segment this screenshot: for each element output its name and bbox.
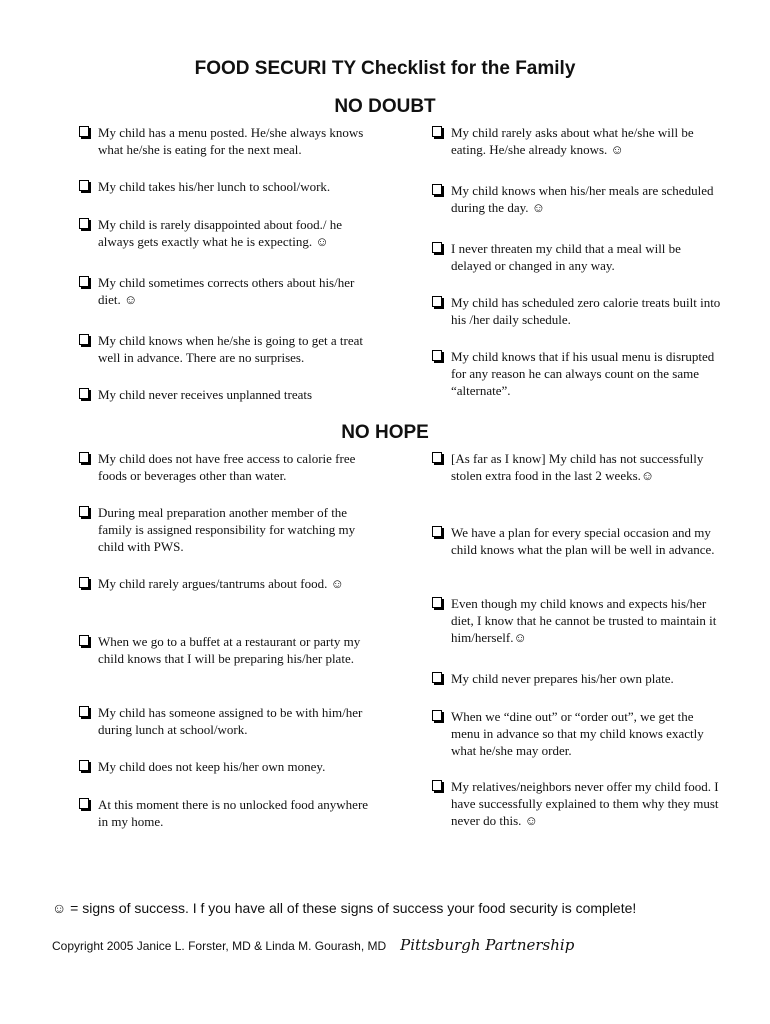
checkbox-icon[interactable] [79,334,89,345]
checkbox-icon[interactable] [79,506,89,517]
checkbox-icon[interactable] [79,760,89,771]
checkbox-icon[interactable] [79,180,89,191]
checkbox-icon[interactable] [79,577,89,588]
checkbox-icon[interactable] [432,597,442,608]
checklist-item[interactable]: During meal preparation another member of the family is assigned responsibility for watching my child with PWS. [79,504,379,555]
checklist-item[interactable]: My child never receives unplanned treats [79,386,379,403]
checkbox-icon[interactable] [432,184,442,195]
copyright-text: Copyright 2005 Janice L. Forster, MD & Linda M. Gourash, MD [52,939,387,953]
checklist-item[interactable]: My child does not keep his/her own money. [79,758,379,775]
checklist-item[interactable]: My child does not have free access to calorie free foods or beverages other than water. [79,450,379,484]
checkbox-icon[interactable] [79,218,89,229]
checklist-item[interactable]: My child knows that if his usual menu is disrupted for any reason he can always count on the same “alternate”. [432,348,724,399]
checklist-item[interactable]: At this moment there is no unlocked food anywhere in my home. [79,796,379,830]
checkbox-icon[interactable] [79,706,89,717]
checkbox-icon[interactable] [432,350,442,361]
checkbox-icon[interactable] [432,242,442,253]
checkbox-icon[interactable] [79,276,89,287]
checklist-item[interactable]: We have a plan for every special occasion and my child knows what the plan will be well in advance. [432,524,724,558]
checklist-item[interactable]: Even though my child knows and expects his/her diet, I know that he cannot be trusted to maintain it him/herself.☺ [432,595,724,646]
checkbox-icon[interactable] [79,126,89,137]
checkbox-icon[interactable] [79,452,89,463]
checklist-item[interactable]: When we “dine out” or “order out”, we get the menu in advance so that my child knows exactly what he/she may order. [432,708,724,759]
checklist-item[interactable]: My relatives/neighbors never offer my child food. I have successfully explained to them why they must never do this. ☺ [432,778,724,829]
page-title: FOOD SECURI TY Checklist for the Family [194,58,576,79]
section-heading-no-doubt: NO DOUBT [334,96,436,117]
checkbox-icon[interactable] [432,126,442,137]
checkbox-icon[interactable] [432,526,442,537]
checkbox-icon[interactable] [432,296,442,307]
checkbox-icon[interactable] [432,672,442,683]
checklist-item[interactable]: My child has scheduled zero calorie treats built into his /her daily schedule. [432,294,724,328]
success-legend-note: ☺ = signs of success. I f you have all of these signs of success your food security is complete! [52,900,637,916]
checkbox-icon[interactable] [79,635,89,646]
checklist-item[interactable]: I never threaten my child that a meal will be delayed or changed in any way. [432,240,724,274]
checklist-item[interactable]: My child sometimes corrects others about his/her diet. ☺ [79,274,379,308]
checklist-item[interactable]: My child has someone assigned to be with him/her during lunch at school/work. [79,704,379,738]
copyright-line [52,936,752,954]
checkbox-icon[interactable] [432,780,442,791]
checklist-item[interactable]: My child knows when his/her meals are scheduled during the day. ☺ [432,182,724,216]
checklist-item[interactable]: [As far as I know] My child has not successfully stolen extra food in the last 2 weeks.☺ [432,450,724,484]
checklist-item[interactable]: My child has a menu posted. He/she always knows what he/she is eating for the next meal. [79,124,379,158]
checkbox-icon[interactable] [432,452,442,463]
checklist-item[interactable]: My child takes his/her lunch to school/work. [79,178,379,195]
checklist-item[interactable]: My child never prepares his/her own plate. [432,670,724,687]
checklist-item[interactable]: My child is rarely disappointed about food./ he always gets exactly what he is expecting. ☺ [79,216,379,250]
checklist-item[interactable]: My child rarely asks about what he/she will be eating. He/she already knows. ☺ [432,124,724,158]
checkbox-icon[interactable] [79,798,89,809]
checkbox-icon[interactable] [79,388,89,399]
pittsburgh-partnership-logo: Pittsburgh Partnership [400,936,575,954]
checklist-item[interactable]: My child knows when he/she is going to get a treat well in advance. There are no surprises. [79,332,379,366]
checklist-item[interactable]: My child rarely argues/tantrums about food. ☺ [79,575,379,592]
section-heading-no-hope: NO HOPE [341,422,429,443]
checklist-item[interactable]: When we go to a buffet at a restaurant or party my child knows that I will be preparing his/her plate. [79,633,379,667]
checkbox-icon[interactable] [432,710,442,721]
